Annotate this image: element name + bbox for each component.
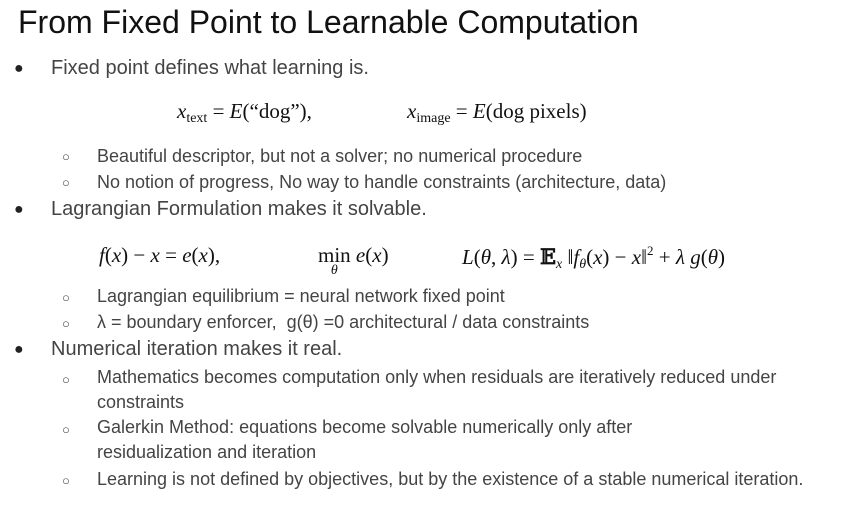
list-item: Galerkin Method: equations become solvable numerically only after residualization and iteration [97, 417, 633, 462]
equation-x-image: $x_{image} = E(dog$ pixels) [407, 99, 587, 126]
bullet-dot: ● [14, 201, 24, 218]
sub-bullet-circle: ○ [62, 290, 70, 305]
list-item: Lagrangian equilibrium = neural network fixed point [97, 286, 505, 306]
list-item: Beautiful descriptor, but not a solver; no numerical procedure [97, 146, 583, 166]
equation-lagrangian: L(θ, λ) = 𝔼$_x$ $‖f_\theta(x)$ − x‖$^2$ + λ g(θ) [462, 243, 726, 272]
list-item: Mathematics becomes computation only when residuals are iteratively reduced under constraints [97, 367, 777, 412]
equation-residual: f(x) − x = e(x), [99, 243, 221, 267]
list-item: No notion of progress, No way to handle constraints (architecture, data) [97, 172, 667, 192]
section-heading-numerical: Numerical iteration makes it real. [51, 338, 343, 360]
equation-x-text: $x_{text}$ = E(“dog”), [177, 99, 312, 126]
sub-bullet-circle: ○ [62, 422, 70, 437]
bullet-dot: ● [14, 60, 24, 77]
sub-bullet-circle: ○ [62, 473, 70, 488]
sub-bullet-circle: ○ [62, 316, 70, 331]
list-item: Learning is not defined by objectives, but by the existence of a stable numerical iteration. [97, 469, 804, 489]
sub-bullet-circle: ○ [62, 175, 70, 190]
equation-min-residual: min θ e(x) [318, 243, 389, 278]
bullet-dot: ● [14, 341, 24, 358]
sub-bullet-circle: ○ [62, 372, 70, 387]
section-heading-lagrangian: Lagrangian Formulation makes it solvable. [51, 198, 427, 220]
sub-bullet-circle: ○ [62, 149, 70, 164]
section-heading-fixed-point: Fixed point defines what learning is. [51, 57, 369, 79]
list-item: λ = boundary enforcer, g(θ) =0 architectural / data constraints [97, 312, 590, 332]
slide-title: From Fixed Point to Learnable Computation [18, 4, 639, 40]
